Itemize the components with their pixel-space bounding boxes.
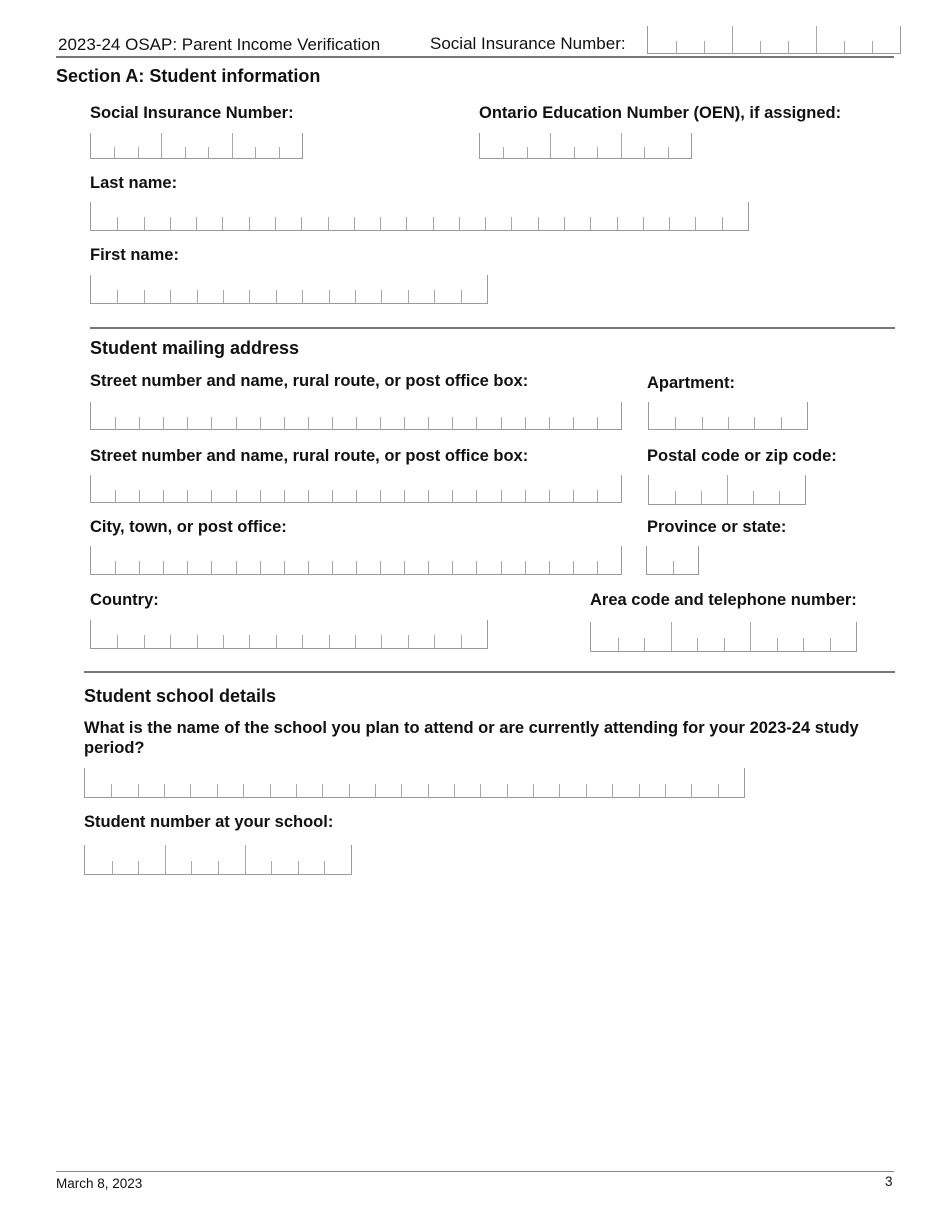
postal-code-label: Postal code or zip code: [647,447,837,465]
cell-divider [298,861,299,874]
cell-divider [111,784,112,797]
cell-divider [728,417,729,429]
cell-divider [675,491,676,504]
cell-divider [236,490,237,502]
cell-divider [284,561,285,574]
school-divider [84,671,895,673]
cell-divider [452,490,453,502]
cell-divider [476,561,477,574]
cell-divider [114,147,115,158]
cell-divider [329,635,330,648]
cell-divider [308,490,309,502]
cell-divider [144,217,145,230]
cell-divider [404,417,405,429]
cell-divider [724,638,725,651]
cell-divider [753,491,754,504]
school-name-label: What is the name of the school you plan to attend or are currently attending for your 2023-24 study period? [84,719,859,757]
cell-divider [284,490,285,502]
cell-divider [844,41,845,53]
cell-divider [461,290,462,303]
cell-divider [404,561,405,574]
cell-divider [236,561,237,574]
footer-rule [56,1171,894,1172]
cell-divider [676,41,677,53]
cell-divider [501,490,502,502]
cell-divider [404,490,405,502]
cell-divider [434,290,435,303]
cell-divider [302,635,303,648]
cell-divider [872,41,873,53]
cell-divider [245,845,246,874]
cell-divider [669,217,670,230]
street1-label: Street number and name, rural route, or post office box: [90,372,529,390]
cell-divider [617,217,618,230]
cell-divider [559,784,560,797]
cell-divider [550,133,551,158]
cell-divider [750,622,751,651]
cell-divider [208,147,209,158]
cell-divider [564,217,565,230]
street1-input[interactable] [90,402,622,430]
cell-divider [355,290,356,303]
cell-divider [115,490,116,502]
cell-divider [476,417,477,429]
cell-divider [112,861,113,874]
cell-divider [668,147,669,158]
mailing-divider [90,327,895,329]
cell-divider [260,490,261,502]
cell-divider [695,217,696,230]
cell-divider [279,147,280,158]
cell-divider [501,561,502,574]
cell-divider [459,217,460,230]
cell-divider [117,217,118,230]
cell-divider [349,784,350,797]
cell-divider [671,622,672,651]
cell-divider [428,490,429,502]
cell-divider [673,561,674,574]
cell-divider [139,561,140,574]
cell-divider [612,784,613,797]
header-sin-label: Social Insurance Number: [430,34,626,53]
cell-divider [816,26,817,53]
cell-divider [406,217,407,230]
cell-divider [322,784,323,797]
cell-divider [197,290,198,303]
phone-input[interactable] [590,622,857,652]
cell-divider [428,561,429,574]
last-name-input[interactable] [90,202,749,231]
cell-divider [161,133,162,158]
cell-divider [163,561,164,574]
cell-divider [243,784,244,797]
cell-divider [276,290,277,303]
cell-divider [586,784,587,797]
cell-divider [170,635,171,648]
cell-divider [644,638,645,651]
last-name-label: Last name: [90,174,178,192]
cell-divider [211,417,212,429]
phone-label: Area code and telephone number: [590,591,857,609]
cell-divider [511,217,512,230]
cell-divider [830,638,831,651]
cell-divider [223,635,224,648]
cell-divider [573,417,574,429]
cell-divider [507,784,508,797]
cell-divider [452,417,453,429]
cell-divider [408,290,409,303]
cell-divider [332,490,333,502]
cell-divider [355,635,356,648]
cell-divider [704,41,705,53]
cell-divider [428,417,429,429]
cell-divider [665,784,666,797]
cell-divider [549,417,550,429]
cell-divider [527,147,528,158]
city-label: City, town, or post office: [90,518,287,536]
street2-label: Street number and name, rural route, or post office box: [90,447,529,465]
oen-input[interactable] [479,133,692,159]
cell-divider [573,490,574,502]
cell-divider [163,490,164,502]
street2-input[interactable] [90,475,622,503]
cell-divider [454,784,455,797]
cell-divider [549,490,550,502]
cell-divider [144,635,145,648]
cell-divider [549,561,550,574]
header-rule [56,56,894,58]
cell-divider [170,290,171,303]
student-number-label: Student number at your school: [84,813,334,831]
cell-divider [217,784,218,797]
cell-divider [115,417,116,429]
cell-divider [249,290,250,303]
cell-divider [485,217,486,230]
province-label: Province or state: [647,518,787,536]
cell-divider [675,417,676,429]
cell-divider [222,217,223,230]
cell-divider [196,217,197,230]
cell-divider [138,861,139,874]
cell-divider [691,784,692,797]
first-name-input[interactable] [90,275,488,304]
cell-divider [197,635,198,648]
cell-divider [533,784,534,797]
cell-divider [139,417,140,429]
cell-divider [732,26,733,53]
student-sin-label: Social Insurance Number: [90,104,294,122]
cell-divider [697,638,698,651]
cell-divider [187,490,188,502]
cell-divider [434,635,435,648]
cell-divider [170,217,171,230]
cell-divider [308,561,309,574]
cell-divider [380,217,381,230]
cell-divider [115,561,116,574]
school-name-input[interactable] [84,768,745,798]
cell-divider [754,417,755,429]
cell-divider [296,784,297,797]
city-input[interactable] [90,546,622,575]
cell-divider [138,147,139,158]
cell-divider [702,417,703,429]
cell-divider [276,635,277,648]
cell-divider [249,217,250,230]
cell-divider [223,290,224,303]
cell-divider [211,490,212,502]
page-number: 3 [885,1174,893,1189]
cell-divider [573,561,574,574]
cell-divider [302,290,303,303]
cell-divider [803,638,804,651]
cell-divider [701,491,702,504]
cell-divider [525,490,526,502]
cell-divider [480,784,481,797]
cell-divider [574,147,575,158]
cell-divider [597,147,598,158]
cell-divider [163,417,164,429]
cell-divider [525,561,526,574]
country-label: Country: [90,591,159,609]
cell-divider [117,290,118,303]
cell-divider [590,217,591,230]
cell-divider [187,561,188,574]
cell-divider [211,561,212,574]
cell-divider [501,417,502,429]
cell-divider [597,417,598,429]
cell-divider [308,417,309,429]
cell-divider [218,861,219,874]
footer-date: March 8, 2023 [56,1176,143,1191]
cell-divider [236,417,237,429]
cell-divider [476,490,477,502]
cell-divider [408,635,409,648]
cell-divider [190,784,191,797]
cell-divider [781,417,782,429]
cell-divider [275,217,276,230]
cell-divider [621,133,622,158]
cell-divider [727,475,728,504]
section-a-heading: Section A: Student information [56,66,321,86]
cell-divider [270,784,271,797]
postal-code-input[interactable] [648,475,806,505]
cell-divider [329,290,330,303]
cell-divider [284,417,285,429]
student-sin-input[interactable] [90,133,303,159]
cell-divider [232,133,233,158]
cell-divider [380,561,381,574]
cell-divider [597,561,598,574]
cell-divider [332,417,333,429]
cell-divider [260,561,261,574]
document-title: 2023-24 OSAP: Parent Income Verification [58,35,381,54]
oen-label: Ontario Education Number (OEN), if assigned: [479,104,842,122]
cell-divider [255,147,256,158]
cell-divider [644,147,645,158]
cell-divider [788,41,789,53]
cell-divider [356,490,357,502]
cell-divider [777,638,778,651]
cell-divider [249,635,250,648]
cell-divider [718,784,719,797]
cell-divider [643,217,644,230]
cell-divider [354,217,355,230]
student-number-input[interactable] [84,845,352,875]
cell-divider [117,635,118,648]
cell-divider [328,217,329,230]
cell-divider [139,490,140,502]
cell-divider [187,417,188,429]
cell-divider [597,490,598,502]
province-input[interactable] [646,546,699,575]
cell-divider [324,861,325,874]
cell-divider [356,417,357,429]
cell-divider [452,561,453,574]
cell-divider [779,491,780,504]
cell-divider [433,217,434,230]
cell-divider [271,861,272,874]
cell-divider [428,784,429,797]
cell-divider [185,147,186,158]
cell-divider [538,217,539,230]
cell-divider [144,290,145,303]
cell-divider [503,147,504,158]
country-input[interactable] [90,620,488,649]
apartment-label: Apartment: [647,374,736,392]
apartment-input[interactable] [648,402,808,430]
cell-divider [332,561,333,574]
cell-divider [164,784,165,797]
cell-divider [760,41,761,53]
cell-divider [138,784,139,797]
cell-divider [301,217,302,230]
cell-divider [461,635,462,648]
cell-divider [381,635,382,648]
cell-divider [375,784,376,797]
cell-divider [618,638,619,651]
cell-divider [722,217,723,230]
cell-divider [260,417,261,429]
first-name-label: First name: [90,246,179,264]
cell-divider [401,784,402,797]
header-sin-input[interactable] [647,26,901,54]
cell-divider [639,784,640,797]
cell-divider [381,290,382,303]
cell-divider [356,561,357,574]
cell-divider [380,490,381,502]
mailing-heading: Student mailing address [90,338,300,358]
cell-divider [165,845,166,874]
cell-divider [525,417,526,429]
school-heading: Student school details [84,686,277,706]
cell-divider [380,417,381,429]
cell-divider [191,861,192,874]
